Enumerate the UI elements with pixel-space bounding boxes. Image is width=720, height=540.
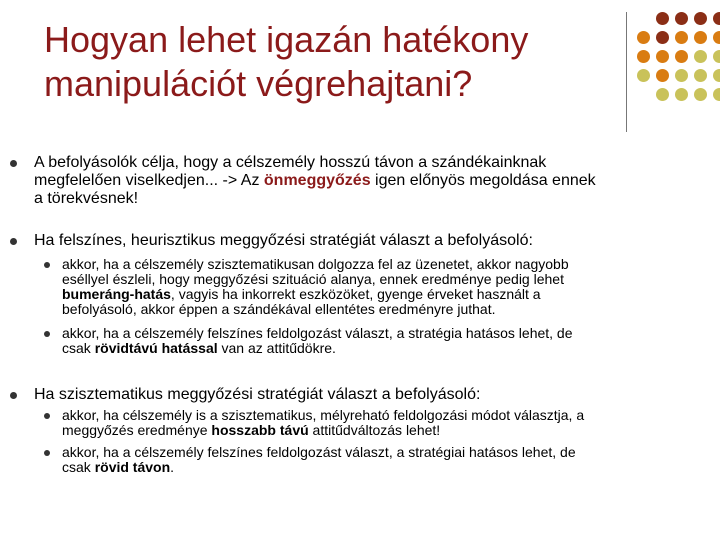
decorative-dot-icon <box>694 12 707 25</box>
decorative-dot-icon <box>675 88 688 101</box>
bold-bumerang-hatas: bumeráng-hatás <box>62 286 171 302</box>
sub-bullet-dot-icon <box>44 413 50 419</box>
sub-bullet-2-2 <box>62 326 694 356</box>
sub-bullet-3-2 <box>62 445 694 475</box>
sub-bullet-2-2-line-2: csak rövidtávú hatással van az attitűdökre. <box>62 340 336 356</box>
sub-bullet-dot-icon <box>44 450 50 456</box>
decorative-dot-icon <box>656 88 669 101</box>
sub-bullet-3-1-line-2: meggyőzés eredménye hosszabb távú attitűdváltozás lehet! <box>62 422 441 438</box>
bullet-1-line-1: A befolyásolók célja, hogy a célszemély hosszú távon a szándékainknak <box>34 154 547 171</box>
highlight-onmeggyozes: önmeggyőzés <box>263 172 371 189</box>
sub-bullet-2-1-line-3: bumeráng-hatás, vagyis ha inkorrekt eszközöket, gyenge érveket használt a <box>62 286 541 302</box>
decorative-dot-icon <box>637 50 650 63</box>
sub-bullet-2-1 <box>62 257 694 317</box>
bold-rovidtavu-hatassal: rövidtávú hatással <box>94 340 218 356</box>
bold-hosszabb-tavu: hosszabb távú <box>211 422 309 438</box>
bullet-1-line-3: a törekvésnek! <box>34 190 139 207</box>
decorative-dot-icon <box>675 50 688 63</box>
slide-title <box>44 18 614 106</box>
sub-bullet-dot-icon <box>44 331 50 337</box>
decorative-dot-icon <box>713 50 720 63</box>
sub-bullet-2-1-line-2: eséllyel észleli, hogy meggyőzési szituáció alanya, ennek eredménye pedig lehet <box>62 271 564 287</box>
decorative-dot-icon <box>713 31 720 44</box>
sub-bullet-3-1 <box>62 408 694 438</box>
decorative-dot-icon <box>694 31 707 44</box>
bullet-dot-icon <box>10 238 17 245</box>
decorative-dot-icon <box>713 12 720 25</box>
sub-bullet-3-2-line-1: akkor, ha a célszemély felszínes feldolgozást választ, a stratégiai hatásos lehet, de <box>62 444 576 460</box>
decorative-dot-icon <box>694 88 707 101</box>
bullet-1-line-2: megfelelően viselkedjen... -> Az önmeggyőzés igen előnyös megoldása ennek <box>34 172 596 189</box>
bullet-2: Ha felszínes, heurisztikus meggyőzési stratégiát választ a befolyásoló: <box>34 232 533 249</box>
sub-bullet-2-1-line-1: akkor, ha a célszemély szisztematikusan dolgozza fel az üzenetet, akkor nagyobb <box>62 256 569 272</box>
sub-bullet-3-1-line-1: akkor, ha célszemély is a szisztematikus, mélyreható feldolgozási módot választja, a <box>62 407 585 423</box>
decorative-dot-icon <box>694 69 707 82</box>
decorative-dot-icon <box>637 31 650 44</box>
bullet-dot-icon <box>10 392 17 399</box>
decorative-dot-icon <box>675 69 688 82</box>
sub-bullet-3-2-line-2: csak rövid távon. <box>62 459 175 475</box>
title-divider <box>626 12 627 132</box>
sub-bullet-2-1-line-4: befolyásoló, akkor éppen a szándékával ellentétes eredményre juthat. <box>62 301 496 317</box>
decorative-dot-icon <box>637 69 650 82</box>
decorative-dot-grid <box>633 10 720 120</box>
title-line-2: manipulációt végrehajtani? <box>44 63 473 104</box>
sub-bullet-2-2-line-1: akkor, ha a célszemély felszínes feldolgozást választ, a stratégia hatásos lehet, de <box>62 325 573 341</box>
title-line-1: Hogyan lehet igazán hatékony <box>44 19 529 60</box>
bullet-1 <box>34 154 684 208</box>
decorative-dot-icon <box>675 31 688 44</box>
decorative-dot-icon <box>713 69 720 82</box>
bullet-dot-icon <box>10 160 17 167</box>
decorative-dot-icon <box>713 88 720 101</box>
decorative-dot-icon <box>656 69 669 82</box>
decorative-dot-icon <box>656 50 669 63</box>
bold-rovid-tavon: rövid távon <box>94 459 171 475</box>
decorative-dot-icon <box>694 50 707 63</box>
sub-bullet-dot-icon <box>44 262 50 268</box>
decorative-dot-icon <box>675 12 688 25</box>
bullet-3: Ha szisztematikus meggyőzési stratégiát választ a befolyásoló: <box>34 386 481 403</box>
decorative-dot-icon <box>656 31 669 44</box>
decorative-dot-icon <box>656 12 669 25</box>
